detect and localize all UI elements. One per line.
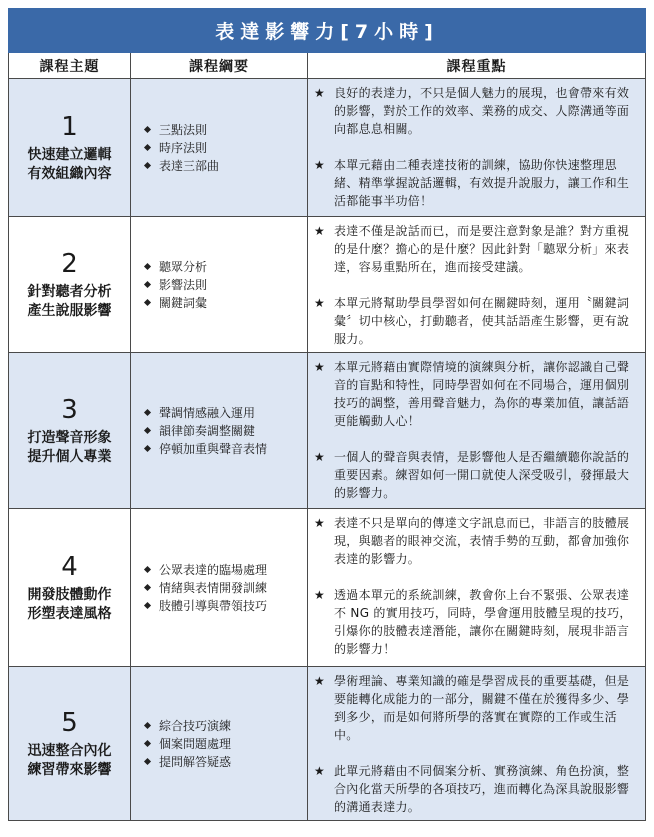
- course-table: [8, 8, 646, 821]
- key-point: ★ 本單元將藉由實際情境的演練與分析，讓你認識自己聲音的盲點和特性，同時學習如何在不同場合，運用個別技巧的調整，善用聲音魅力，為你的專業加值，讓話語更能觸動人心！: [314, 360, 630, 428]
- topic-line: 針對聽者分析: [27, 283, 112, 300]
- star-icon: ★: [314, 450, 326, 464]
- course-sheet: [8, 8, 645, 821]
- outline-item: 情緒與表情開發訓練: [145, 579, 307, 597]
- topic-line: 練習帶來影響: [27, 761, 112, 778]
- diamond-bullet-icon: [144, 299, 151, 306]
- outline-item: 聲調情感融入運用: [145, 404, 307, 422]
- header-outline: 課程綱要: [131, 53, 308, 79]
- topic-cell: [9, 79, 131, 217]
- points-cell: [308, 79, 646, 217]
- topic-line: 產生說服影響: [27, 302, 112, 319]
- outline-item: 關鍵詞彙: [145, 294, 307, 312]
- points-cell: [308, 667, 646, 821]
- outline-item: 三點法則: [145, 121, 307, 139]
- topic-line: 提升個人專業: [27, 448, 112, 465]
- topic-line: 開發肢體動作: [27, 586, 112, 603]
- page-title: 表達影響力[7小時]: [9, 9, 646, 53]
- star-icon: ★: [314, 360, 326, 374]
- diamond-bullet-icon: [144, 427, 151, 434]
- course-number: 2: [61, 248, 78, 279]
- topic-line: 打造聲音形象: [27, 429, 112, 446]
- topic-line: 形塑表達風格: [27, 605, 112, 622]
- diamond-bullet-icon: [144, 162, 151, 169]
- topic-cell: [9, 217, 131, 353]
- outline-item: 綜合技巧演練: [145, 717, 307, 735]
- diamond-bullet-icon: [144, 126, 151, 133]
- star-icon: ★: [314, 516, 326, 530]
- key-point: ★ 一個人的聲音與表情，是影響他人是否繼續聽你說話的重要因素。練習如何一開口就使人深受吸引，發揮最大的影響力。: [314, 450, 630, 500]
- course-number: 1: [61, 111, 78, 142]
- course-row-3: [9, 353, 646, 509]
- key-point: ★ 此單元將藉由不同個案分析、實務演練、角色扮演，整合內化當天所學的各項技巧，進而轉化為深具說服影響的溝通表達力。: [314, 764, 630, 814]
- topic-cell: [9, 353, 131, 509]
- course-row-5: [9, 667, 646, 821]
- outline-item: 影響法則: [145, 276, 307, 294]
- key-point: ★ 良好的表達力，不只是個人魅力的展現，也會帶來有效的影響，對於工作的效率、業務的成交、人際溝通等面向都息息相關。: [314, 86, 630, 136]
- course-number: 3: [61, 394, 78, 425]
- star-icon: ★: [314, 588, 326, 602]
- course-row-1: [9, 79, 646, 217]
- title-row: [9, 9, 646, 53]
- key-point: ★ 本單元將幫助學員學習如何在關鍵時刻，運用〝關鍵詞彙〞切中核心，打動聽者，使其話語產生影響，更有說服力。: [314, 296, 630, 346]
- star-icon: ★: [314, 158, 326, 172]
- diamond-bullet-icon: [144, 758, 151, 765]
- outline-cell: [131, 509, 308, 667]
- key-point: ★ 透過本單元的系統訓練，教會你上台不緊張、公眾表達不 NG 的實用技巧，同時，學會運用肢體呈現的技巧，引爆你的肢體表達潛能，讓你在關鍵時刻，展現非語言的影響力！: [314, 588, 632, 656]
- star-icon: ★: [314, 296, 326, 310]
- star-icon: ★: [314, 224, 326, 238]
- diamond-bullet-icon: [144, 602, 151, 609]
- star-icon: ★: [314, 86, 326, 100]
- diamond-bullet-icon: [144, 566, 151, 573]
- course-number: 4: [61, 551, 78, 582]
- outline-item: 聽眾分析: [145, 258, 307, 276]
- diamond-bullet-icon: [144, 740, 151, 747]
- diamond-bullet-icon: [144, 722, 151, 729]
- key-point: ★ 表達不只是單向的傳達文字訊息而已，非語言的肢體展現，與聽者的眼神交流，表情手勢的互動，都會加強你表達的影響力。: [314, 516, 630, 566]
- diamond-bullet-icon: [144, 445, 151, 452]
- header-row: [9, 53, 646, 79]
- key-point: ★ 學術理論、專業知識的確是學習成長的重要基礎，但是要能轉化成能力的一部分，關鍵不僅在於獲得多少、學到多少，而是如何將所學的落實在實際的工作或生活中。: [314, 674, 630, 742]
- header-topic: 課程主題: [9, 53, 131, 79]
- course-row-2: [9, 217, 646, 353]
- outline-cell: [131, 353, 308, 509]
- diamond-bullet-icon: [144, 584, 151, 591]
- key-point: ★ 本單元藉由二種表達技術的訓練，協助你快速整理思緒、精準掌握說話邏輯，有效提升說服力，讓工作和生活都能事半功倍！: [314, 158, 630, 208]
- header-points: 課程重點: [308, 53, 646, 79]
- topic-cell: [9, 667, 131, 821]
- topic-line: 快速建立邏輯: [27, 146, 112, 163]
- points-cell: [308, 217, 646, 353]
- star-icon: ★: [314, 674, 326, 688]
- outline-item: 提問解答疑惑: [145, 753, 307, 771]
- course-row-4: [9, 509, 646, 667]
- outline-item: 公眾表達的臨場處理: [145, 561, 307, 579]
- diamond-bullet-icon: [144, 144, 151, 151]
- outline-item: 表達三部曲: [145, 157, 307, 175]
- topic-line: 有效組織內容: [27, 165, 112, 182]
- outline-cell: [131, 79, 308, 217]
- points-cell: [308, 353, 646, 509]
- outline-item: 韻律節奏調整關鍵: [145, 422, 307, 440]
- diamond-bullet-icon: [144, 409, 151, 416]
- topic-cell: [9, 509, 131, 667]
- key-point: ★ 表達不僅是說話而已，而是要注意對象是誰？對方重視的是什麼？擔心的是什麼？因此針對「聽眾分析」來表達，容易重點所在，進而接受建議。: [314, 224, 630, 274]
- outline-item: 個案問題處理: [145, 735, 307, 753]
- outline-item: 肢體引導與帶領技巧: [145, 597, 307, 615]
- diamond-bullet-icon: [144, 263, 151, 270]
- star-icon: ★: [314, 764, 326, 778]
- outline-item: 停頓加重與聲音表情: [145, 440, 307, 458]
- outline-item: 時序法則: [145, 139, 307, 157]
- topic-line: 迅速整合內化: [27, 742, 112, 759]
- course-number: 5: [61, 707, 78, 738]
- points-cell: [308, 509, 646, 667]
- diamond-bullet-icon: [144, 281, 151, 288]
- outline-cell: [131, 667, 308, 821]
- outline-cell: [131, 217, 308, 353]
